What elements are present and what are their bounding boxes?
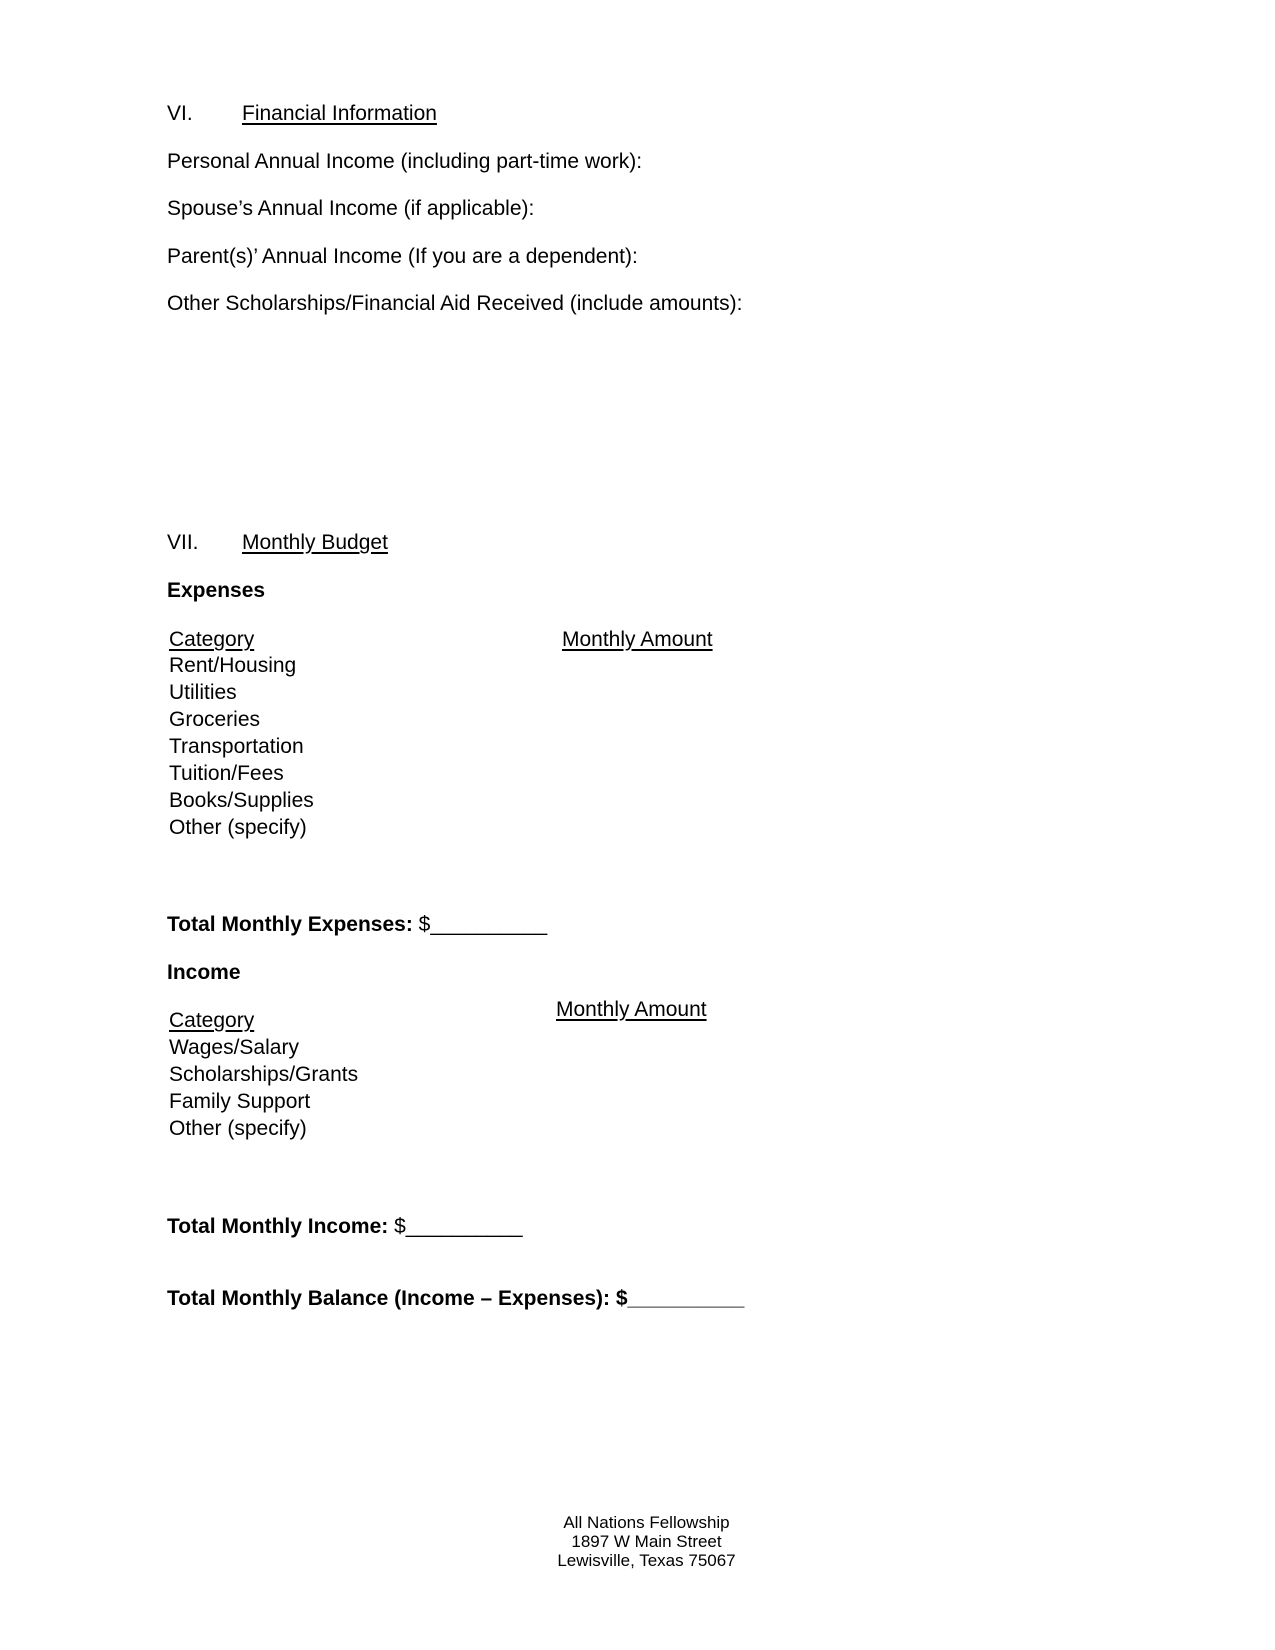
expense-category-item: Other (specify) xyxy=(169,816,307,839)
footer-city: Lewisville, Texas 75067 xyxy=(557,1551,736,1570)
income-category-item: Scholarships/Grants xyxy=(169,1063,359,1086)
expense-category-item: Books/Supplies xyxy=(169,789,314,812)
section-vii-number: VII. xyxy=(167,531,199,554)
income-category-header: Category xyxy=(169,1009,255,1032)
expense-category-item: Groceries xyxy=(169,708,261,731)
expenses-category-list xyxy=(169,652,314,841)
section-vi-number: VI. xyxy=(167,102,193,125)
footer-address xyxy=(0,1513,1275,1570)
income-category-item: Other (specify) xyxy=(169,1117,307,1140)
total-monthly-expenses xyxy=(167,912,547,937)
section-vi-title: Financial Information xyxy=(242,102,437,125)
expense-category-item: Tuition/Fees xyxy=(169,762,284,785)
total-monthly-income xyxy=(167,1214,523,1239)
expenses-category-header: Category xyxy=(169,628,255,651)
spouse-income-label: Spouse’s Annual Income (if applicable): xyxy=(167,197,535,220)
other-scholarships-label: Other Scholarships/Financial Aid Received (include amounts): xyxy=(167,292,743,315)
income-category-item: Family Support xyxy=(169,1090,311,1113)
parent-income-label: Parent(s)’ Annual Income (If you are a dependent): xyxy=(167,245,638,268)
total-income-value: $__________ xyxy=(394,1215,523,1238)
income-amount-header: Monthly Amount xyxy=(556,998,707,1021)
income-heading: Income xyxy=(167,961,241,984)
total-income-label: Total Monthly Income: xyxy=(167,1215,389,1238)
total-expenses-value: $__________ xyxy=(418,913,548,936)
expenses-amount-header: Monthly Amount xyxy=(562,628,713,651)
income-category-list xyxy=(169,1034,358,1142)
income-category-item: Wages/Salary xyxy=(169,1036,299,1059)
personal-income-label: Personal Annual Income (including part-time work): xyxy=(167,150,643,173)
expense-category-item: Rent/Housing xyxy=(169,654,297,677)
footer-street: 1897 W Main Street xyxy=(571,1532,722,1551)
expense-category-item: Utilities xyxy=(169,681,237,704)
footer-org-name: All Nations Fellowship xyxy=(563,1513,730,1532)
expense-category-item: Transportation xyxy=(169,735,304,758)
total-expenses-label: Total Monthly Expenses: xyxy=(167,913,413,936)
expenses-heading: Expenses xyxy=(167,579,266,602)
section-vii-title: Monthly Budget xyxy=(242,531,388,554)
total-monthly-balance: Total Monthly Balance (Income – Expenses): $__________ xyxy=(167,1287,745,1310)
